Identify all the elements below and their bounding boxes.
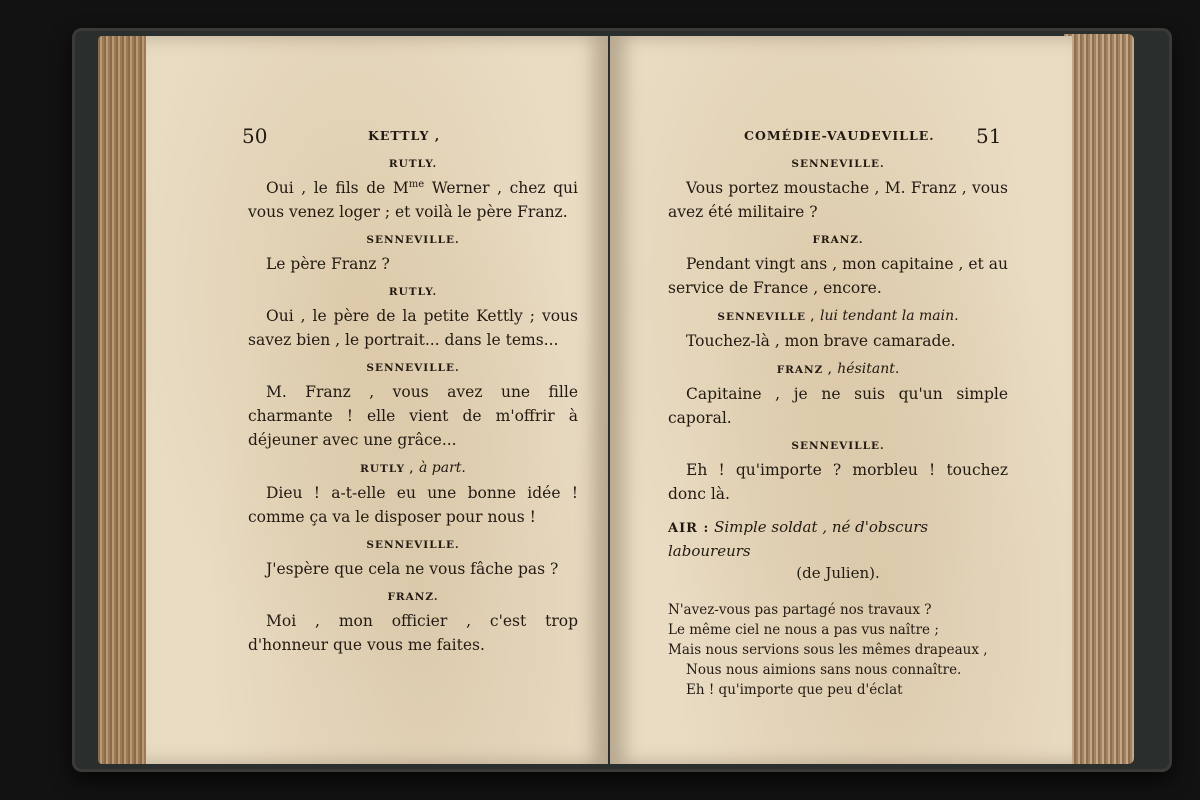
speaker-label: SENNEVILLE. xyxy=(366,362,460,374)
song-air xyxy=(668,516,1008,584)
dialogue-paragraph: Eh ! qu'importe ? morbleu ! touchez donc là. xyxy=(668,461,1008,503)
right-page-text xyxy=(668,152,1008,700)
dialogue-text: Oui , le fils de M xyxy=(266,179,409,197)
verse-line: Nous nous aimions sans nous connaître. xyxy=(686,662,962,678)
right-page xyxy=(610,36,1072,764)
right-page-edges xyxy=(1064,34,1134,764)
verse-line: N'avez-vous pas partagé nos travaux ? xyxy=(668,602,932,618)
speaker-label: RUTLY. xyxy=(388,286,438,298)
speaker-label: RUTLY. xyxy=(388,158,438,170)
verse-line: Eh ! qu'importe que peu d'éclat xyxy=(686,682,903,698)
speaker-label: SENNEVILLE. xyxy=(791,158,885,170)
stage-direction: à part. xyxy=(419,460,466,476)
speaker-name xyxy=(668,436,1008,456)
left-page-edges xyxy=(98,36,150,764)
dialogue-paragraph: Oui , le père de la petite Kettly ; vous savez bien , le portrait... dans le tems... xyxy=(248,307,578,349)
speaker-name xyxy=(248,282,578,302)
speaker-name xyxy=(248,358,578,378)
song-verse xyxy=(668,600,1008,700)
speaker-name xyxy=(248,458,578,479)
superscript: me xyxy=(408,178,425,190)
air-author: (de Julien). xyxy=(796,564,880,582)
speaker-name xyxy=(248,230,578,250)
page-number: 51 xyxy=(976,124,1002,148)
dialogue-paragraph: Dieu ! a-t-elle eu une bonne idée ! comme ça va le disposer pour nous ! xyxy=(248,484,578,526)
dialogue-paragraph: Le père Franz ? xyxy=(266,255,390,273)
dialogue-paragraph xyxy=(248,176,578,224)
running-head: KETTLY , xyxy=(368,128,441,143)
speaker-name xyxy=(248,587,578,607)
left-page-text xyxy=(248,152,578,663)
speaker-label: FRANZ. xyxy=(812,234,864,246)
speaker-name xyxy=(668,154,1008,174)
air-label: AIR : xyxy=(668,521,710,536)
air-heading xyxy=(668,516,1008,562)
speaker-label: SENNEVILLE. xyxy=(366,539,460,551)
dialogue-paragraph: J'espère que cela ne vous fâche pas ? xyxy=(266,560,559,578)
right-header xyxy=(610,124,1072,148)
stage-direction: hésitant. xyxy=(837,361,900,377)
speaker-name xyxy=(668,306,1008,327)
speaker-name xyxy=(248,154,578,174)
speaker-name xyxy=(668,230,1008,250)
dialogue-paragraph: M. Franz , vous avez une fille charmante ! elle vient de m'offrir à déjeuner avec une grâce... xyxy=(248,383,578,449)
dialogue-paragraph: Vous portez moustache , M. Franz , vous avez été militaire ? xyxy=(668,179,1008,221)
speaker-name xyxy=(248,535,578,555)
dialogue-paragraph: Capitaine , je ne suis qu'un simple caporal. xyxy=(668,385,1008,427)
speaker-name xyxy=(668,359,1008,380)
dialogue-paragraph: Touchez-là , mon brave camarade. xyxy=(686,332,956,350)
left-page xyxy=(146,36,608,764)
dialogue-paragraph: Pendant vingt ans , mon capitaine , et au service de France , encore. xyxy=(668,255,1008,297)
verse-line: Le même ciel ne nous a pas vus naître ; xyxy=(668,622,939,638)
verse-line: Mais nous servions sous les mêmes drapeaux , xyxy=(668,642,988,658)
dialogue-paragraph: Moi , mon officier , c'est trop d'honneur que vous me faites. xyxy=(248,612,578,654)
speaker-label: SENNEVILLE. xyxy=(791,440,885,452)
left-header xyxy=(146,124,608,148)
running-head: COMÉDIE-VAUDEVILLE. xyxy=(744,128,935,143)
speaker-label: SENNEVILLE , xyxy=(717,311,816,323)
speaker-label: FRANZ. xyxy=(387,591,439,603)
speaker-label: FRANZ , xyxy=(776,364,833,376)
stage-direction: lui tendant la main. xyxy=(820,308,959,324)
speaker-label: RUTLY , xyxy=(360,463,415,475)
speaker-label: SENNEVILLE. xyxy=(366,234,460,246)
page-number: 50 xyxy=(242,124,268,148)
dialogue-text: Werner , chez qui vous venez loger ; et voilà le père Franz. xyxy=(248,179,578,221)
air-title: Simple soldat , né d'obscurs laboureurs xyxy=(668,518,929,560)
